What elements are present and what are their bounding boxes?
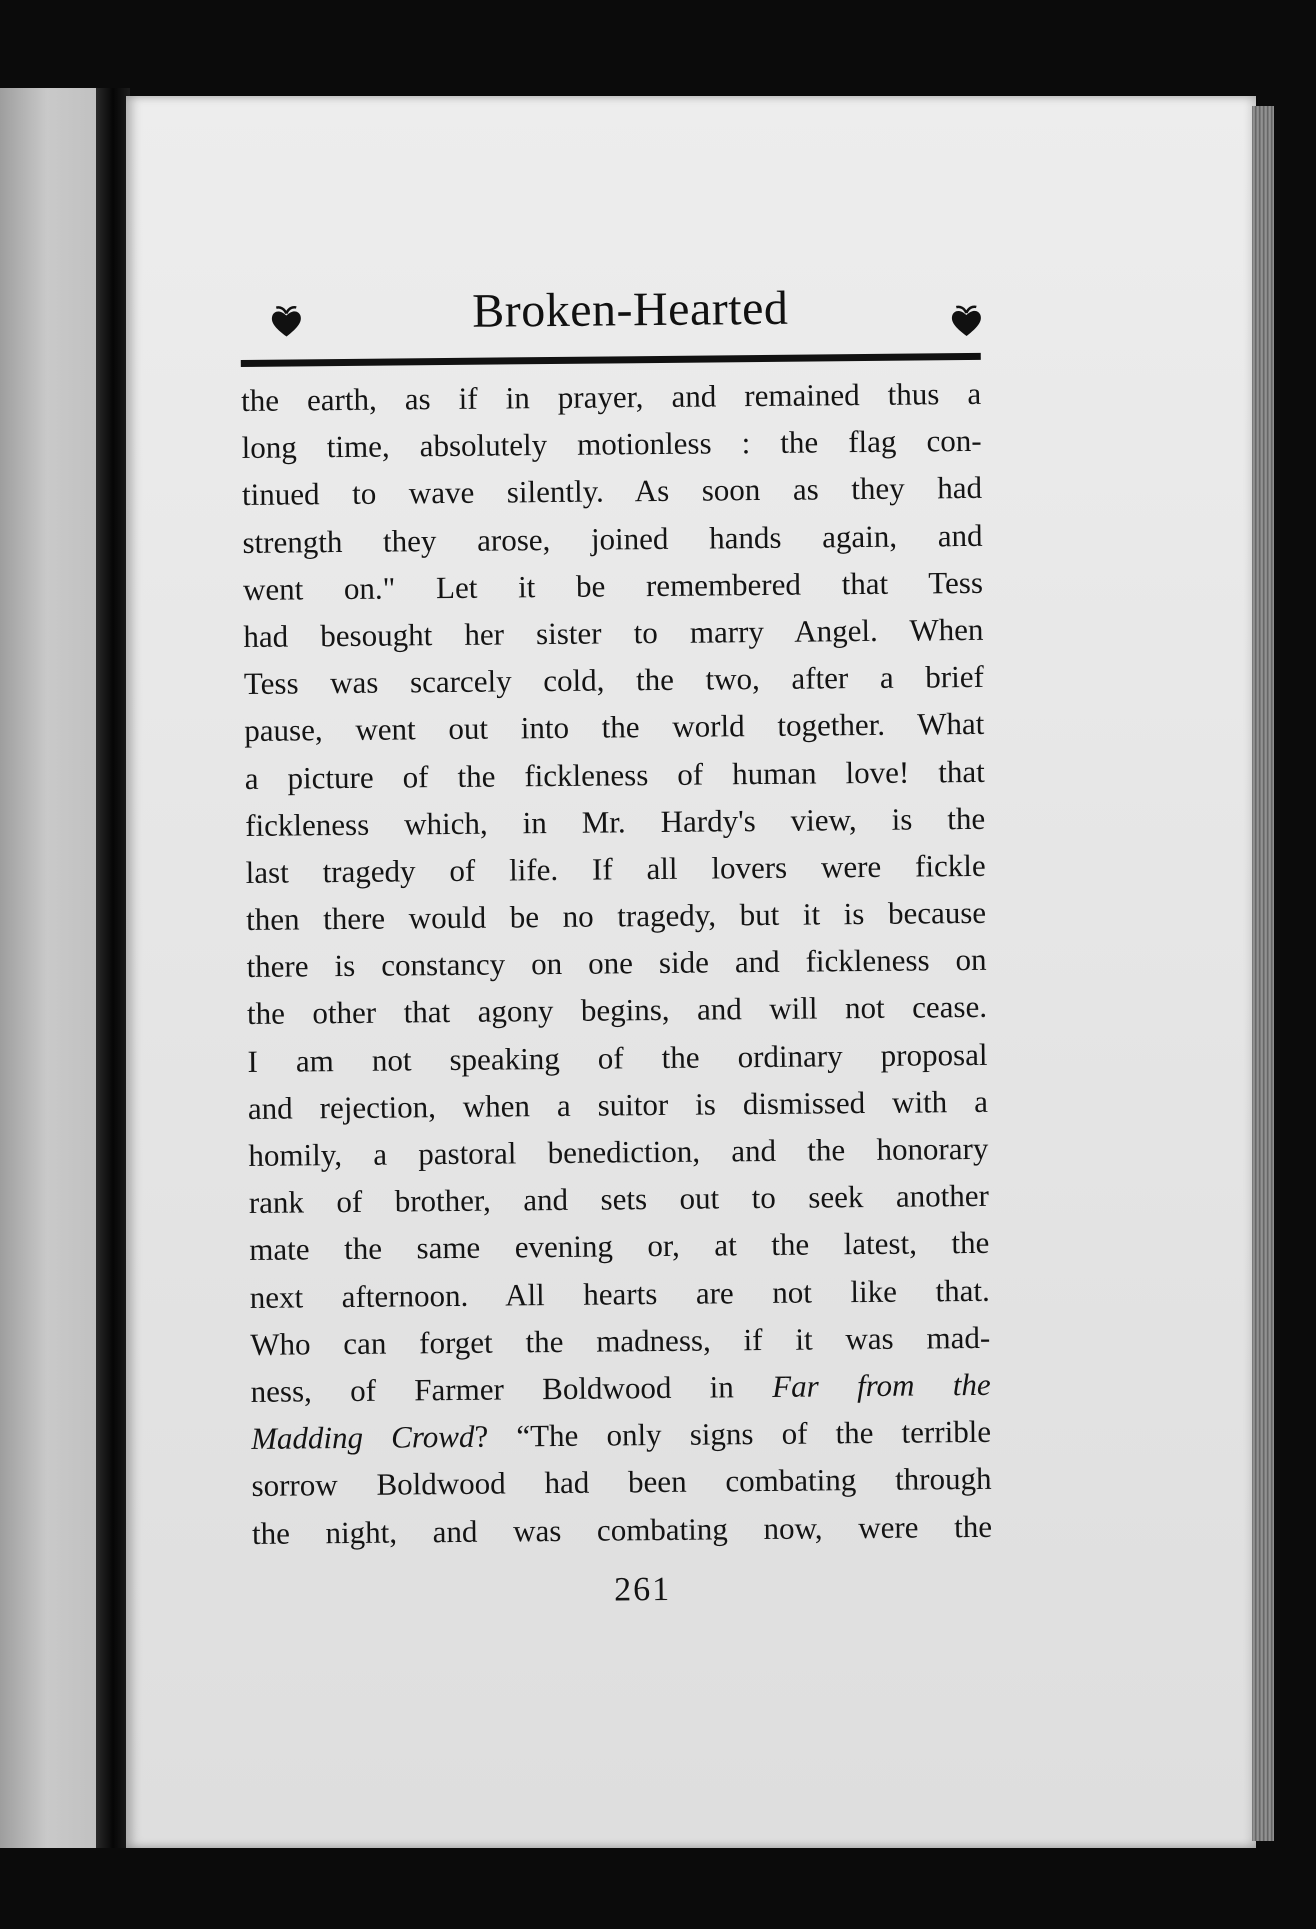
- text-fragment: ? “The only signs of the terrible: [474, 1413, 992, 1454]
- text-line: next afternoon. All hearts are not like that.: [249, 1272, 990, 1315]
- text-line: and rejection, when a suitor is dismissed with a: [247, 1083, 989, 1126]
- book-title: Madding Crowd: [250, 1418, 475, 1457]
- text-line: the earth, as if in prayer, and remained thus a: [240, 375, 982, 418]
- page-content: [240, 273, 993, 1613]
- text-line: fickleness which, in Mr. Hardy's view, is the: [245, 800, 986, 843]
- book-title: Far from the: [771, 1366, 991, 1404]
- text-line: homily, a pastoral benediction, and the honorary: [248, 1130, 989, 1173]
- text-line: Who can forget the madness, if it was mad-: [250, 1319, 991, 1362]
- text-line: sorrow Boldwood had been combating through: [251, 1461, 992, 1504]
- heart-ornament-icon: [268, 303, 304, 339]
- text-line: I am not speaking of the ordinary proposal: [247, 1036, 988, 1079]
- page-number: 261: [613, 1570, 672, 1609]
- text-line: mate the same evening or, at the latest, the: [249, 1225, 990, 1268]
- heart-ornament-icon: [948, 303, 984, 339]
- text-line: a picture of the fickleness of human love! that: [244, 753, 985, 796]
- text-line-with-title: [251, 1408, 991, 1462]
- text-line-with-title: [250, 1361, 990, 1415]
- text-line: Tess was scarcely cold, the two, after a brief: [243, 659, 985, 702]
- book-gutter: [96, 88, 130, 1848]
- text-fragment: ness, of Farmer Boldwood in: [250, 1369, 734, 1409]
- running-head: Broken-Hearted: [471, 281, 789, 338]
- text-line: pause, went out into the world together. What: [244, 706, 985, 749]
- text-line: last tragedy of life. If all lovers were fickle: [245, 847, 986, 890]
- text-line: there is constancy on one side and fickleness on: [246, 942, 987, 985]
- text-line: the night, and was combating now, were the: [251, 1508, 993, 1551]
- text-line: strength they arose, joined hands again, and: [242, 517, 983, 560]
- text-line: long time, absolutely motionless : the flag con-: [241, 423, 982, 466]
- body-text: [241, 370, 992, 1557]
- text-line: then there would be no tragedy, but it is because: [245, 894, 987, 938]
- text-line: tinued to wave silently. As soon as they had: [241, 470, 983, 513]
- page-header: [240, 273, 981, 360]
- text-line: went on." Let it be remembered that Tess: [242, 564, 984, 607]
- text-line: the other that agony begins, and will not cease.: [246, 989, 988, 1032]
- text-line: rank of brother, and sets out to seek another: [248, 1178, 989, 1221]
- text-line: had besought her sister to marry Angel. When: [243, 611, 984, 654]
- page-stack-edge: [1252, 106, 1274, 1841]
